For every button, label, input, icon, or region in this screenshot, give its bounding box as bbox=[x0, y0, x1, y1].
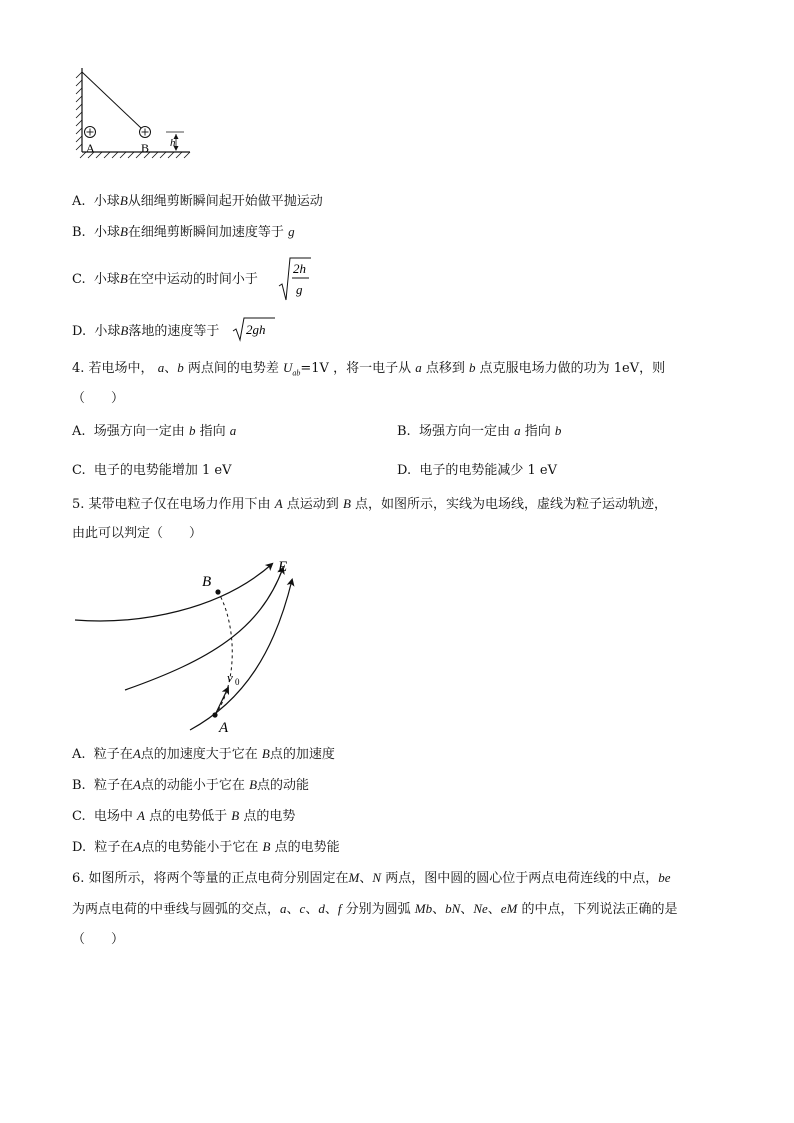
svg-text:2h: 2h bbox=[293, 261, 306, 276]
fig-label-v: v bbox=[227, 670, 233, 685]
option-5d: D. 粒子在A点的电势能小于它在 B 点的电势能 bbox=[72, 839, 340, 855]
fig-label-a: A bbox=[219, 720, 229, 736]
fig-label-b: B bbox=[202, 574, 212, 590]
figure-pendulum bbox=[66, 64, 196, 160]
option-5c: C. 电场中 A 点的电势低于 B 点的电势 bbox=[72, 808, 296, 824]
option-4b: B. 场强方向一定由 a 指向 b bbox=[397, 423, 562, 439]
option-5b: B. 粒子在A点的动能小于它在 B点的动能 bbox=[72, 777, 310, 793]
point-b bbox=[215, 589, 220, 594]
question-5-stem-line1: 5. 某带电粒子仅在电场力作用下由 A 点运动到 B 点，如图所示，实线为电场线，虚线为粒子运动轨迹， bbox=[72, 496, 668, 512]
figure-field-lines bbox=[70, 550, 310, 740]
sqrt-2h-over-g bbox=[278, 256, 312, 306]
option-5a: A. 粒子在A点的加速度大于它在 B点的加速度 bbox=[72, 746, 335, 762]
ball-a bbox=[85, 127, 96, 138]
fig-label-e: E bbox=[278, 559, 288, 575]
ball-b bbox=[140, 127, 151, 138]
question-6-paren: （ ） bbox=[72, 932, 125, 947]
string bbox=[82, 72, 141, 128]
field-line-1 bbox=[75, 564, 272, 621]
option-4d: D. 电子的电势能减少 1 eV bbox=[397, 463, 557, 478]
option-4c: C. 电子的电势能增加 1 eV bbox=[72, 463, 232, 478]
question-5-stem-line2: 由此可以判定（ ） bbox=[72, 526, 203, 541]
label-a: A bbox=[86, 141, 95, 155]
question-6-stem-line1: 6. 如图所示，将两个等量的正点电荷分别固定在M、N 两点，图中圆的圆心位于两点电荷连线的中点，be bbox=[72, 870, 671, 886]
label-h: h bbox=[170, 137, 176, 149]
label-b: B bbox=[141, 141, 150, 155]
sqrt-2gh bbox=[232, 316, 276, 346]
option-3b: B. 小球B在细绳剪断瞬间加速度等于 g bbox=[72, 224, 295, 240]
question-4-paren: （ ） bbox=[72, 391, 125, 406]
fig-label-v-sub: 0 bbox=[235, 677, 240, 687]
option-3a: A. 小球B从细绳剪断瞬间起开始做平抛运动 bbox=[72, 193, 323, 209]
svg-text:g: g bbox=[296, 282, 303, 297]
point-a bbox=[212, 712, 217, 717]
question-4-stem: 4. 若电场中， a、b 两点间的电势差 $U_{ab}=1V$ ，将一电子从 a 点移到 b 点克服电场力做的功为 1eV，则 bbox=[72, 360, 666, 378]
velocity-arrow bbox=[215, 688, 228, 715]
option-3d: D. 小球B落地的速度等于 bbox=[72, 323, 220, 339]
question-6-stem-line2: 为两点电荷的中垂线与圆弧的交点，a、c、d、f 分别为圆弧 Mb、bN、Ne、eM 的中点，下列说法正确的是 bbox=[72, 901, 678, 917]
option-4a: A. 场强方向一定由 b 指向 a bbox=[72, 423, 237, 439]
option-3c: C. 小球B在空中运动的时间小于 bbox=[72, 271, 258, 287]
svg-text:2gh: 2gh bbox=[246, 322, 266, 337]
